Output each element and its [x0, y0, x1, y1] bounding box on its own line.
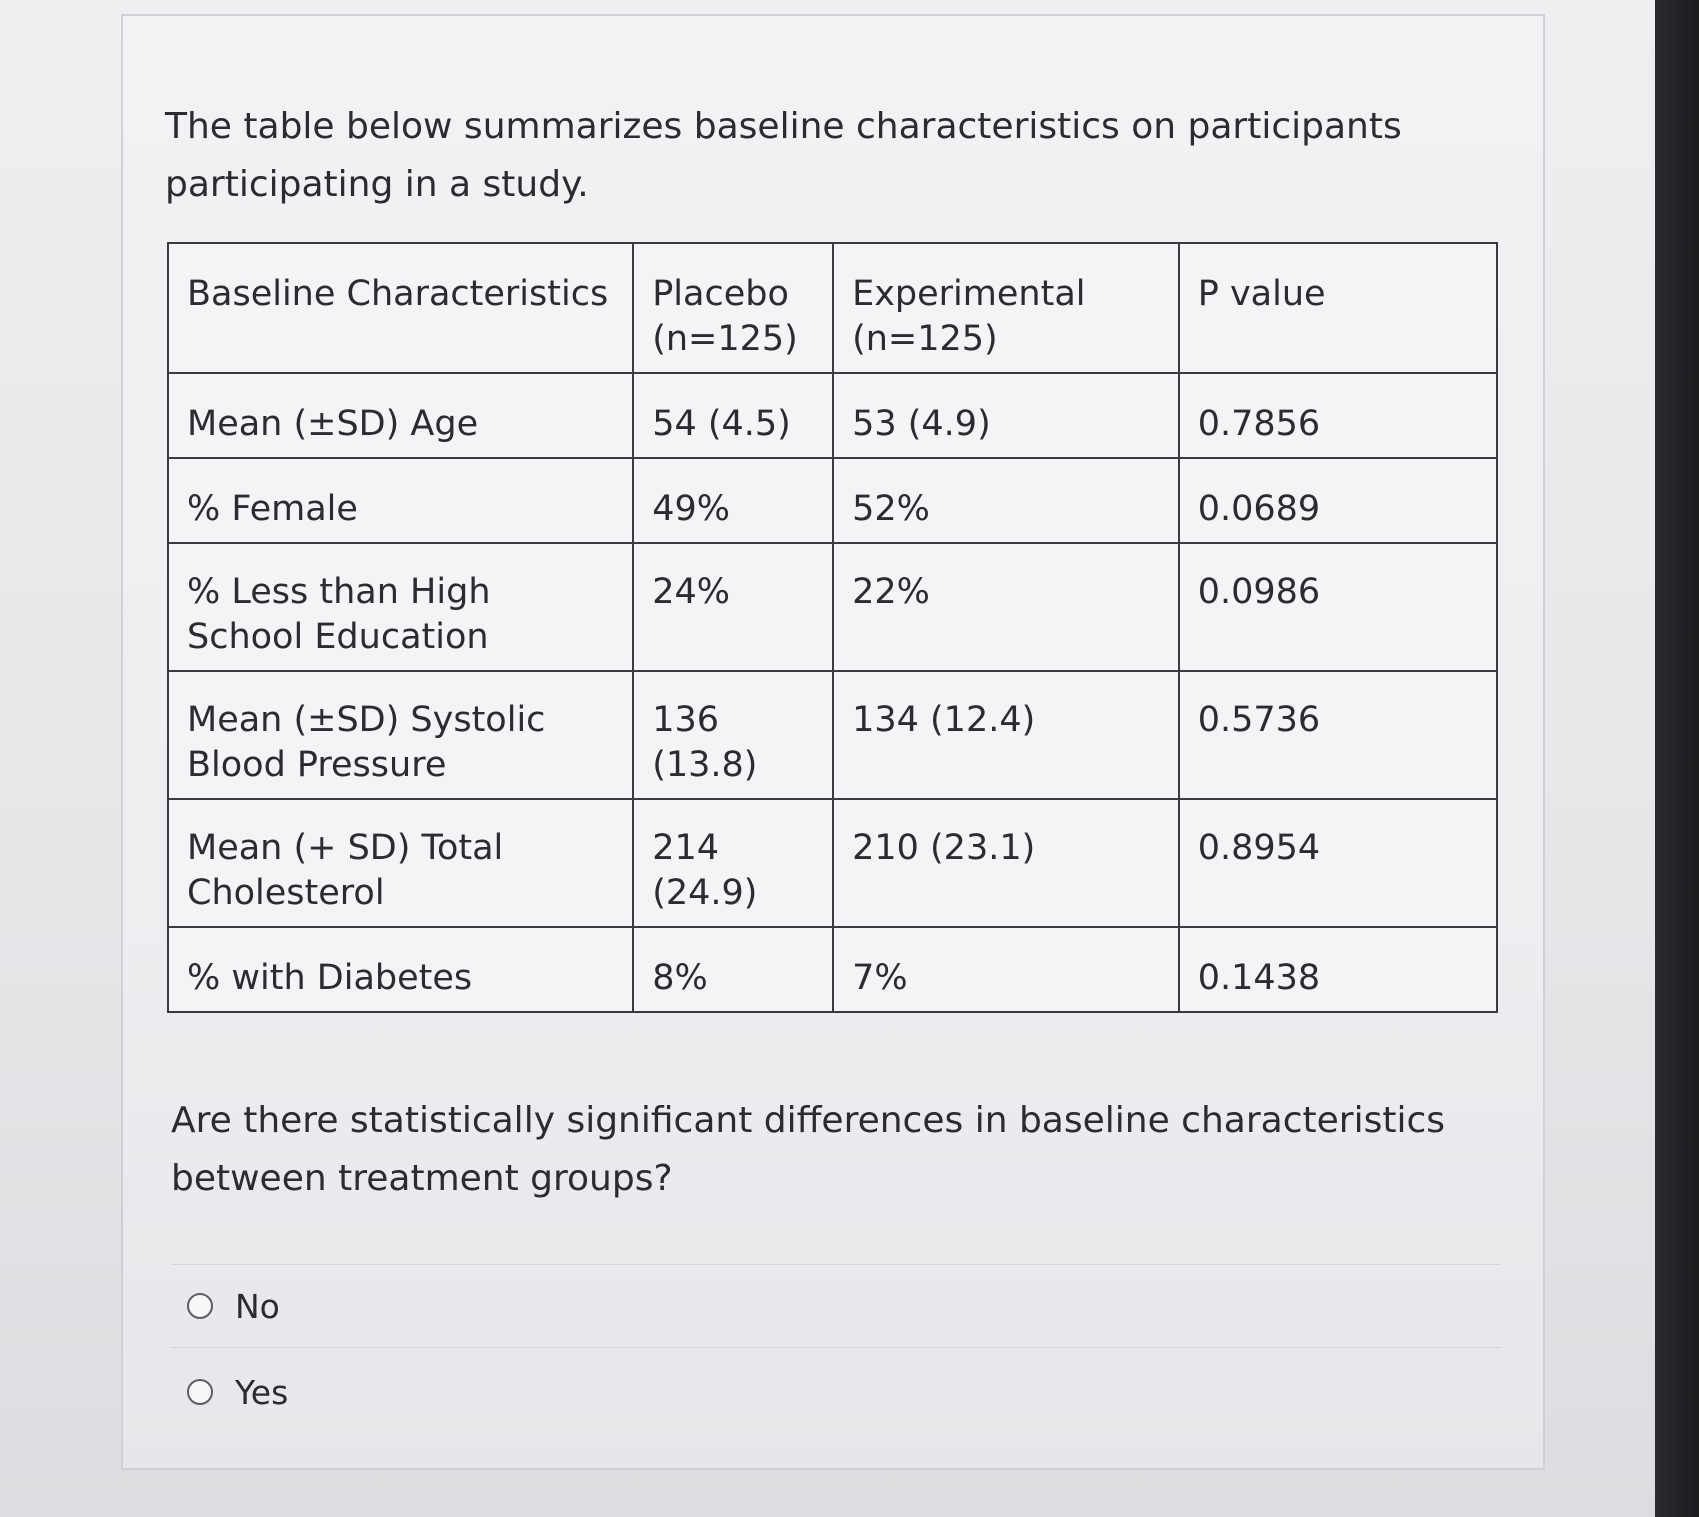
baseline-table	[167, 242, 1498, 1013]
p-value: 0.7856	[1179, 373, 1497, 458]
row-label: Mean (+ SD) Total Cholesterol	[168, 799, 633, 927]
table-row	[168, 799, 1497, 927]
table-row	[168, 671, 1497, 799]
table-row	[168, 927, 1497, 1012]
experimental-value: 53 (4.9)	[833, 373, 1179, 458]
p-value: 0.0986	[1179, 543, 1497, 671]
p-value: 0.0689	[1179, 458, 1497, 543]
row-label: Mean (±SD) Systolic Blood Pressure	[168, 671, 633, 799]
row-label: % Female	[168, 458, 633, 543]
placebo-value: 54 (4.5)	[633, 373, 833, 458]
header-placebo: Placebo (n=125)	[633, 243, 833, 373]
experimental-value: 134 (12.4)	[833, 671, 1179, 799]
monitor-bezel	[1655, 0, 1699, 1517]
placebo-value: 49%	[633, 458, 833, 543]
option-label-no: No	[235, 1286, 280, 1326]
experimental-value: 7%	[833, 927, 1179, 1012]
option-label-yes: Yes	[235, 1372, 289, 1412]
question-text: Are there statistically significant differences in baseline characteristics between treatment groups?	[171, 1100, 1445, 1199]
row-label: Mean (±SD) Age	[168, 373, 633, 458]
option-yes[interactable]	[171, 1347, 1501, 1436]
experimental-value: 210 (23.1)	[833, 799, 1179, 927]
p-value: 0.1438	[1179, 927, 1497, 1012]
p-value: 0.5736	[1179, 671, 1497, 799]
placebo-value: 8%	[633, 927, 833, 1012]
question-card	[121, 14, 1545, 1470]
answer-options	[171, 1264, 1501, 1436]
row-label: % Less than High School Education	[168, 543, 633, 671]
experimental-value: 22%	[833, 543, 1179, 671]
radio-button-no[interactable]	[187, 1293, 213, 1319]
p-value: 0.8954	[1179, 799, 1497, 927]
placebo-value: 136 (13.8)	[633, 671, 833, 799]
placebo-value: 214 (24.9)	[633, 799, 833, 927]
header-p-value: P value	[1179, 243, 1497, 373]
header-experimental: Experimental (n=125)	[833, 243, 1179, 373]
header-baseline-characteristics: Baseline Characteristics	[168, 243, 633, 373]
experimental-value: 52%	[833, 458, 1179, 543]
option-no[interactable]	[171, 1264, 1501, 1347]
placebo-value: 24%	[633, 543, 833, 671]
table-row	[168, 458, 1497, 543]
table-row	[168, 373, 1497, 458]
radio-button-yes[interactable]	[187, 1379, 213, 1405]
intro-text: The table below summarizes baseline characteristics on participants participating in a study.	[165, 106, 1402, 205]
table-row	[168, 543, 1497, 671]
table-header-row	[168, 243, 1497, 373]
row-label: % with Diabetes	[168, 927, 633, 1012]
